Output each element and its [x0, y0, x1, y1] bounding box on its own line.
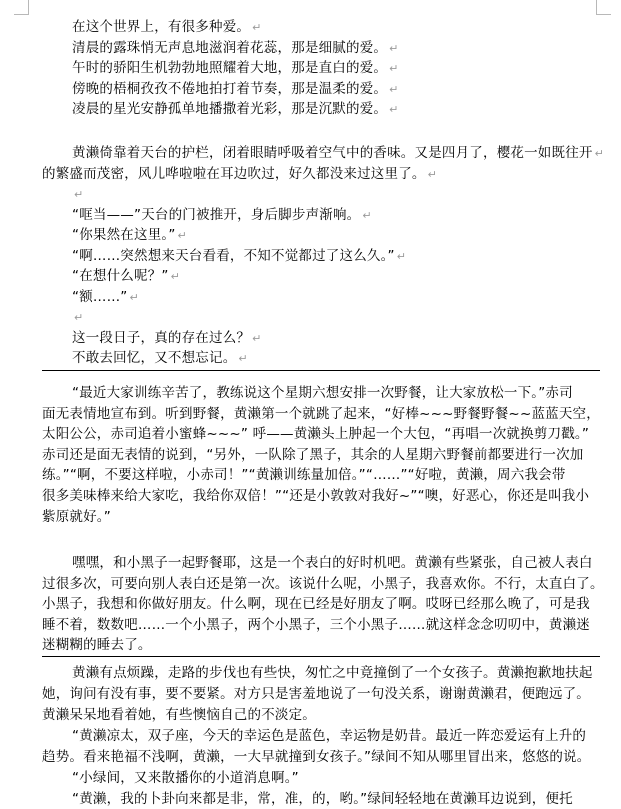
line-text: “黄濑，我的卜卦向来都是非，常，准，的，哟。”绿间轻轻地在黄濑耳边说到，便托 — [72, 791, 573, 807]
poem-line — [72, 18, 262, 37]
paragraph-mark-icon: ↵ — [389, 82, 399, 96]
section2-line — [42, 405, 600, 423]
line-text: 她，询问有没有事，要不要紧。对方只是害羞地说了一句没关系，谢谢黄濑君，便跑远了。 — [42, 686, 590, 702]
crop-mark-top-left — [14, 0, 29, 15]
section3-line — [42, 636, 152, 654]
line-text: 太阳公公，赤司追着小蜜蜂~~~” 呼——黄濑头上肿起一个大包，“再唱一次就换剪刀戳。” — [42, 426, 590, 443]
line-text: 不敢去回忆，又不想忘记。 — [72, 350, 237, 366]
section4-line — [42, 748, 590, 766]
line-text: 午时的骄阳生机勃勃地照耀着大地，那是直白的爱。 — [72, 60, 388, 76]
section2-line — [42, 466, 566, 484]
line-text: “在想什么呢？” — [72, 268, 169, 284]
section3-line — [42, 575, 604, 593]
section3-line — [42, 616, 590, 634]
poem-line — [72, 100, 399, 119]
line-text: 黄濑有点烦躁，走路的步伐也有些快，匆忙之中竟撞倒了一个女孩子。黄濑抱歉地扶起 — [72, 665, 593, 681]
paragraph-mark-icon: ↵ — [238, 352, 248, 365]
section2-line — [42, 446, 584, 464]
line-text: “最近大家训练辛苦了，教练说这个星期六想安排一次野餐，让大家放松一下。”赤司 — [72, 385, 573, 401]
paragraph-mark-icon: ↵ — [252, 21, 262, 34]
paragraph-mark-icon: ↵ — [389, 41, 399, 55]
line-text: 小黑子，我想和你做好朋友。什么啊，现在已经是好朋友了啊。哎呀已经那么晚了，可是我 — [42, 596, 590, 613]
poem-line — [72, 80, 399, 99]
line-text: 赤司还是面无表情的说到，“另外，一队除了黑子，其余的人星期六野餐前都要进行一次加 — [42, 446, 584, 463]
section4-line — [72, 664, 593, 682]
paragraph-mark-icon: ↵ — [389, 103, 399, 116]
section1-line — [72, 288, 139, 307]
section2-line — [42, 508, 111, 526]
paragraph-mark-icon: ↵ — [362, 208, 372, 222]
section2-line — [42, 487, 589, 505]
paragraph-mark-icon: ↵ — [427, 167, 438, 181]
line-text: 嘿嘿，和小黑子一起野餐耶，这是一个表白的好时机吧。黄濑有些紧张，自己被人表白 — [72, 555, 593, 571]
section1-line — [72, 226, 187, 245]
section1-line — [72, 247, 406, 266]
section3-line — [42, 595, 590, 613]
line-text: 凌晨的星光安静孤单地播撒着光彩，那是沉默的爱。 — [72, 101, 388, 117]
line-text: 面无表情地宣布到。听到野餐，黄濑第一个就跳了起来，“好棒~~~野餐野餐~~蓝蓝天空， — [42, 405, 600, 422]
paragraph-mark-icon: ↵ — [177, 229, 187, 242]
section1-line — [72, 185, 83, 204]
section1-line — [42, 165, 437, 184]
section1-line — [72, 267, 180, 286]
paragraph-mark-icon: ↵ — [594, 147, 605, 160]
line-text: 傍晚的梧桐孜孜不倦地拍打着节奏，那是温柔的爱。 — [72, 80, 388, 97]
section2-line — [42, 425, 589, 443]
line-text: 趋势。看来艳福不浅啊，黄濑，一大早就撞到女孩子。”绿间不知从哪里冒出来，悠悠的说。 — [42, 749, 591, 765]
section1-line — [72, 308, 83, 327]
line-text: “额……” — [72, 288, 128, 305]
section-divider — [42, 656, 600, 657]
poem-line — [72, 39, 399, 58]
paragraph-mark-icon: ↵ — [389, 62, 399, 75]
line-text: 清晨的露珠悄无声息地滋润着花蕊，那是细腻的爱。 — [72, 39, 388, 56]
paragraph-mark-icon: ↵ — [252, 331, 262, 345]
section4-line — [42, 685, 590, 703]
line-text: 黄濑倚靠着天台的护栏，闭着眼睛呼吸着空气中的香味。又是四月了，樱花一如既往开 — [72, 145, 593, 161]
line-text: 过很多次，可要向别人表白还是第一次。该说什么呢，小黑子，我喜欢你。不行，太直白了。 — [42, 575, 604, 592]
section1-line — [72, 349, 248, 368]
paragraph-mark-icon: ↵ — [129, 290, 139, 304]
line-text: “黄濑凉太，双子座，今天的幸运色是蓝色，幸运物是奶昔。最近一阵恋爱运有上升的 — [72, 728, 587, 744]
paragraph-mark-icon: ↵ — [396, 249, 407, 263]
paragraph-mark-icon: ↵ — [170, 270, 181, 283]
line-text: 很多美味棒来给大家吃，我给你双倍！”“还是小敦敦对我好~”“噢，好恶心，你还是叫我小 — [42, 488, 590, 504]
line-text: 迷糊糊的睡去了。 — [42, 637, 152, 654]
line-text: 练。”“啊，不要这样啦，小赤司！”“黄濑训练量加倍。”“……”“好啦，黄濑，周六我会带 — [42, 467, 566, 484]
section4-line — [72, 769, 299, 787]
section1-line — [72, 329, 262, 348]
line-text: 紫原就好。” — [42, 508, 111, 525]
line-text: 睡不着，数数吧……一个小黑子，两个小黑子，三个小黑子……就这样念念叨叨中，黄濑迷 — [42, 616, 590, 633]
section1-line — [72, 206, 372, 225]
line-text: “你果然在这里。” — [72, 227, 176, 243]
section1-line — [72, 144, 604, 163]
line-text: 的繁盛而茂密，风儿哗啦啦在耳边吹过，好久都没来过这里了。 — [42, 165, 426, 182]
section3-line — [72, 554, 593, 572]
line-text: “哐当——”天台的门被推开，身后脚步声渐响。 — [72, 206, 361, 223]
section4-line — [42, 706, 316, 724]
poem-line — [72, 59, 399, 78]
line-text: 在这个世界上，有很多种爱。 — [72, 19, 251, 35]
section4-line — [72, 727, 586, 745]
section4-line — [72, 790, 573, 808]
section2-line — [72, 384, 573, 402]
line-text: “啊……突然想来天台看看，不知不觉都过了这么久。” — [72, 247, 395, 264]
section-divider — [42, 370, 600, 371]
line-text: 黄濑呆呆地看着她，有些懊恼自己的不淡定。 — [42, 707, 316, 723]
line-text: 这一段日子，真的存在过么？ — [72, 329, 251, 346]
paragraph-mark-icon: ↵ — [74, 311, 84, 324]
crop-mark-top-right — [596, 0, 611, 15]
paragraph-mark-icon: ↵ — [74, 188, 84, 201]
line-text: “小绿间，又来散播你的小道消息啊。” — [72, 770, 299, 786]
